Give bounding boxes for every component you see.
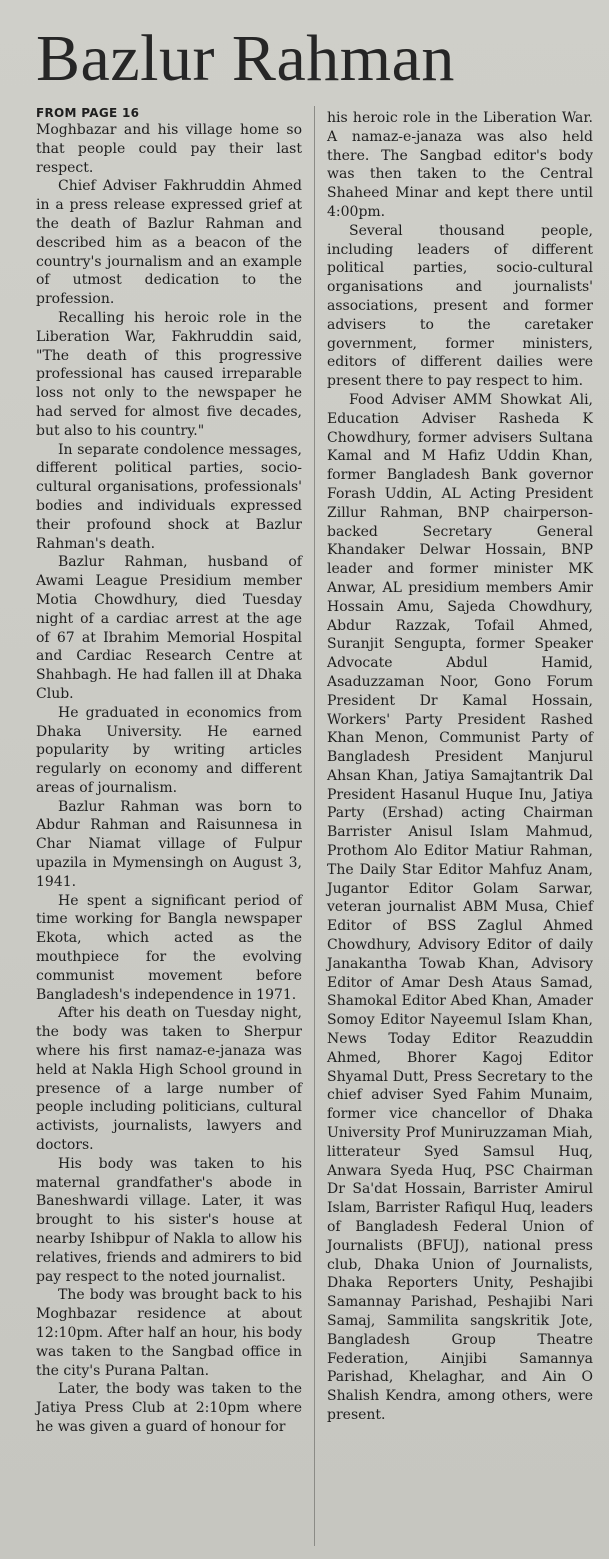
headline: Bazlur Rahman xyxy=(36,22,455,95)
paragraph: his heroic role in the Liberation War. A namaz-e-janaza was also held there. The Sangbad editor's body was then taken to the Central Shaheed Minar and kept there until 4:00pm. xyxy=(327,110,593,220)
paragraph: He spent a significant period of time working for Bangla newspaper Ekota, which acted as the mouthpiece for the evolving communist movement before Bangladesh's independence in 1971. xyxy=(36,892,302,1003)
paragraph: In separate condolence messages, different political parties, socio-cultural organisations, professionals' bodies and individuals expressed their profound shock at Bazlur Rahman's death. xyxy=(36,441,302,552)
paragraph: His body was taken to his maternal grandfather's abode in Baneshwardi village. Later, it was brought to his sister's house at nearby Ishibpur of Nakla to allow his relatives, friends and admirers to bid pay respect to the noted journalist. xyxy=(36,1155,302,1285)
paragraph: Bazlur Rahman was born to Abdur Rahman and Raisunnesa in Char Niamat village of Fulpur upazila in Mymensingh on August 3, 1941. xyxy=(36,798,302,890)
jump-label: FROM PAGE 16 xyxy=(36,106,140,120)
paragraph: Chief Adviser Fakhruddin Ahmed in a press release expressed grief at the death of Bazlur Rahman and described him as a beacon of the country's journalism and an example of utmost dedication to the profession. xyxy=(36,178,302,308)
paragraph: Several thousand people, including leaders of different political parties, socio-cultural organisations and journalists' associations, present and former advisers to the caretaker government, former ministers, editors of different dailies were present there to pay respect to him. xyxy=(327,222,593,390)
right-column xyxy=(327,109,593,1425)
paragraph: After his death on Tuesday night, the body was taken to Sherpur where his first namaz-e-janaza was held at Nakla High School ground in presence of a large number of people including politicians, cultural activists, journalists, lawyers and doctors. xyxy=(36,1005,302,1154)
paragraph: Bazlur Rahman, husband of Awami League Presidium member Motia Chowdhury, died Tuesday night of a cardiac arrest at the age of 67 at Ibrahim Memorial Hospital and Cardiac Research Centre at Shahbagh. He had fallen ill at Dhaka Club. xyxy=(36,554,302,702)
paragraph: Later, the body was taken to the Jatiya Press Club at 2:10pm where he was given a guard of honour for xyxy=(36,1381,302,1435)
paragraph: He graduated in economics from Dhaka University. He earned popularity by writing articles regularly on economy and different areas of journalism. xyxy=(36,704,302,796)
paragraph: Moghbazar and his village home so that people could pay their last respect. xyxy=(36,122,302,176)
paragraph: Recalling his heroic role in the Liberation War, Fakhruddin said, "The death of this progressive professional has caused irreparable loss not only to the newspaper he had served for almost five decades, but also to his country." xyxy=(36,309,302,439)
paragraph: The body was brought back to his Moghbazar residence at about 12:10pm. After half an hour, his body was taken to the Sangbad office in the city's Purana Paltan. xyxy=(36,1287,302,1379)
paragraph: Food Adviser AMM Showkat Ali, Education Adviser Rasheda K Chowdhury, former advisers Sultana Kamal and M Hafiz Uddin Khan, former Bangladesh Bank governor Forash Uddin, AL Acting President Zillur Rahman, BNP chairperson-backed Secretary General Khandaker Delwar Hossain, BNP leader and former minister MK Anwar, AL presidium members Amir Hossain Amu, Sajeda Chowdhury, Abdur Razzak, Tofail Ahmed, Suranjit Sengupta, former Speaker Advocate Abdul Hamid, Asaduzzaman Noor, Gono Forum President Dr Kamal Hossain, Workers' Party President Rashed Khan Menon, Communist Party of Bangladesh President Manjurul Ahsan Khan, Jatiya Samajtantrik Dal President Hasanul Huque Inu, Jatiya Party (Ershad) acting Chairman Barrister Anisul Islam Mahmud, Prothom Alo Editor Matiur Rahman, The Daily Star Editor Mahfuz Anam, Jugantor Editor Golam Sarwar, veteran journalist ABM Musa, Chief Editor of BSS Zaglul Ahmed Chowdhury, Advisory Editor of daily Janakantha Towab Khan, Advisory Editor of Amar Desh Ataus Samad, Shamokal Editor Abed Khan, Amader Somoy Editor Nayeemul Islam Khan, News Today Editor Reazuddin Ahmed, Bhorer Kagoj Editor Shyamal Dutt, Press Secretary to the chief adviser Syed Fahim Munaim, former vice chancellor of Dhaka University Prof Muniruzzaman Miah, litterateur Syed Samsul Huq, Anwara Syeda Huq, PSC Chairman Dr Sa'dat Hossain, Barrister Amirul Islam, Barrister Rafiqul Huq, leaders of Bangladesh Federal Union of Journalists (BFUJ), national press club, Dhaka Union of Journalists, Dhaka Reporters Unity, Peshajibi Samannay Parishad, Peshajibi Nari Samaj, Sammilita sangskritik Jote, Bangladesh Group Theatre Federation, Ainjibi Samannya Parishad, Khelaghar, and Ain O Shalish Kendra, among others, were present. xyxy=(327,391,593,1423)
left-column xyxy=(36,106,302,1437)
column-divider xyxy=(314,106,315,1546)
